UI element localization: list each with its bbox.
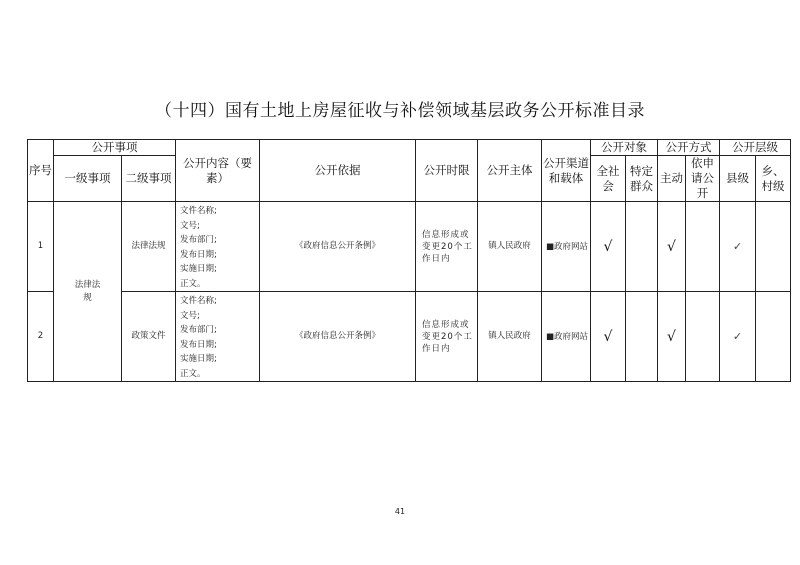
content-item: 正文。 (180, 368, 206, 379)
row-county-check: ✓ (720, 292, 756, 382)
row-level2: 法律法规 (122, 202, 176, 292)
row-specific-group (626, 202, 658, 292)
header-subject: 公开主体 (478, 140, 542, 202)
table-row (28, 202, 791, 292)
page-number: 41 (394, 507, 406, 516)
header-level2: 二级事项 (122, 156, 176, 202)
level1-cell (54, 202, 122, 382)
header-specific-group: 特定群众 (626, 156, 658, 202)
header-content: 公开内容（要素） (176, 140, 260, 202)
row-on-request (686, 202, 720, 292)
content-item: 发布部门; (180, 235, 217, 245)
content-item: 实施日期; (180, 354, 217, 364)
header-time: 公开时限 (416, 140, 478, 202)
header-township: 乡、村级 (756, 156, 791, 202)
header-on-request: 依申请公开 (686, 156, 720, 202)
content-item: 文件名称; (180, 206, 217, 216)
row-township (756, 292, 791, 382)
row-seq: 2 (28, 292, 54, 382)
catalog-table (27, 139, 791, 382)
content-item: 发布日期; (180, 249, 217, 260)
row-channel: ■政府网站 (542, 292, 591, 382)
header-level: 公开层级 (720, 140, 791, 156)
row-time: 信息形成或变更20个工作日内 (416, 202, 478, 292)
content-item: 文号; (180, 220, 200, 231)
header-basis: 公开依据 (260, 140, 416, 202)
content-item: 实施日期; (180, 264, 217, 274)
row-all-society-check: √ (591, 202, 626, 292)
header-active: 主动 (658, 156, 686, 202)
row-content (176, 292, 260, 382)
header-target: 公开对象 (591, 140, 658, 156)
row-seq: 1 (28, 202, 54, 292)
row-basis: 《政府信息公开条例》 (260, 292, 416, 382)
header-county: 县级 (720, 156, 756, 202)
level1-label: 法律法规 (74, 279, 101, 303)
row-level2: 政策文件 (122, 292, 176, 382)
header-level1: 一级事项 (54, 156, 122, 202)
row-subject: 镇人民政府 (478, 202, 542, 292)
header-all-society: 全社会 (591, 156, 626, 202)
header-channel: 公开渠道和载体 (542, 140, 591, 202)
row-county-check: ✓ (720, 202, 756, 292)
content-item: 文号; (180, 310, 200, 321)
row-basis: 《政府信息公开条例》 (260, 202, 416, 292)
header-matter: 公开事项 (54, 140, 176, 156)
content-item: 正文。 (180, 278, 206, 289)
row-on-request (686, 292, 720, 382)
row-active-check: √ (658, 202, 686, 292)
header-method: 公开方式 (658, 140, 720, 156)
content-item: 文件名称; (180, 296, 217, 306)
row-subject: 镇人民政府 (478, 292, 542, 382)
row-active-check: √ (658, 292, 686, 382)
content-item: 发布日期; (180, 339, 217, 350)
row-content (176, 202, 260, 292)
content-item: 发布部门; (180, 325, 217, 335)
header-seq: 序号 (28, 140, 54, 202)
row-specific-group (626, 292, 658, 382)
page-title: （十四）国有土地上房屋征收与补偿领域基层政务公开标准目录 (155, 101, 645, 121)
row-all-society-check: √ (591, 292, 626, 382)
row-time: 信息形成或变更20个工作日内 (416, 292, 478, 382)
table-row (28, 292, 791, 382)
row-township (756, 202, 791, 292)
row-channel: ■政府网站 (542, 202, 591, 292)
